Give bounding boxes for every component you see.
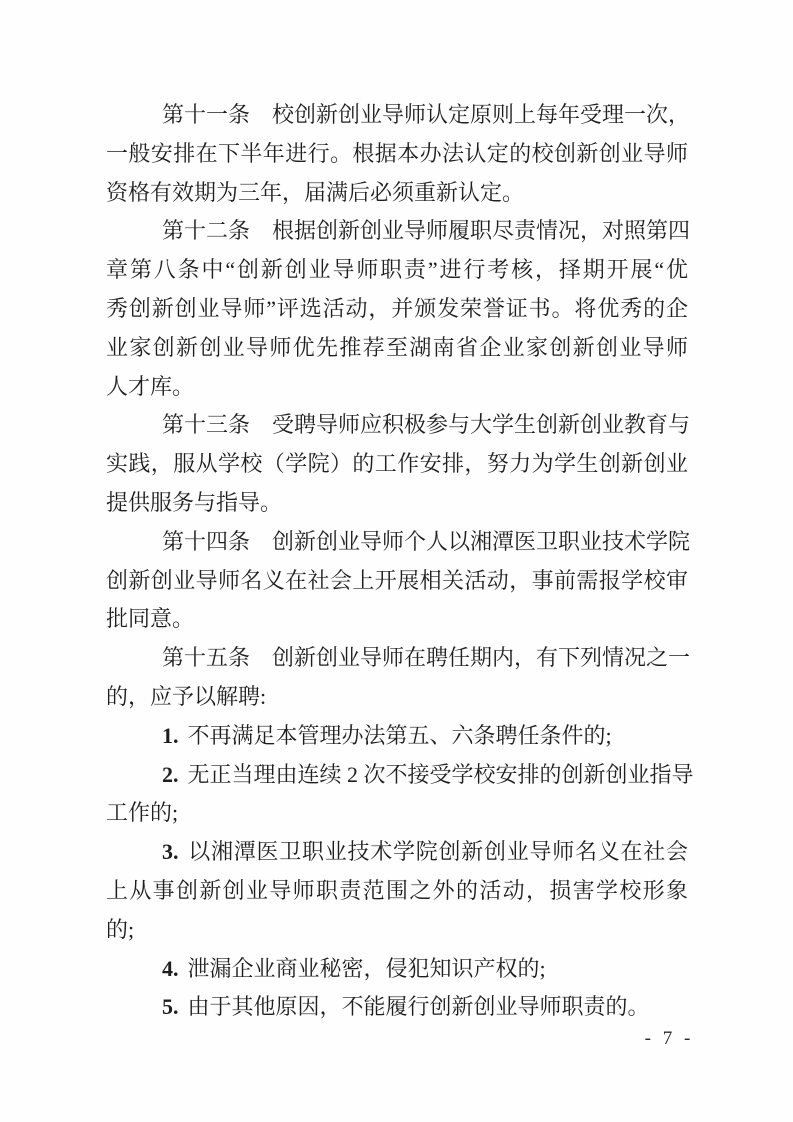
text-line: 创新创业导师名义在社会上开展相关活动，事前需报学校审 bbox=[106, 567, 688, 593]
text-line: 提供服务与指导。 bbox=[106, 489, 283, 515]
item-number: 3. bbox=[162, 839, 179, 865]
item-1 bbox=[106, 717, 688, 756]
text-line: 一般安排在下半年进行。根据本办法认定的校创新创业导师 bbox=[106, 140, 688, 166]
text-line: 秀创新创业导师”评选活动，并颁发荣誉证书。将优秀的企 bbox=[106, 295, 688, 321]
item-2 bbox=[106, 756, 694, 834]
text-line: 第十三条 受聘导师应积极参与大学生创新创业教育与 bbox=[162, 412, 691, 438]
text-line: 2. 无正当理由连续 2 次不接受学校安排的创新创业指导 bbox=[162, 761, 694, 787]
article-15 bbox=[106, 639, 691, 717]
text-line: 第十二条 根据创新创业导师履职尽责情况，对照第四 bbox=[162, 218, 691, 244]
page-number: - 7 - bbox=[644, 1028, 692, 1049]
text-line: 3. 以湘潭医卫职业技术学院创新创业导师名义在社会 bbox=[162, 839, 688, 865]
text-line: 人才库。 bbox=[106, 373, 195, 399]
article-13 bbox=[106, 406, 691, 522]
article-12 bbox=[106, 212, 691, 406]
text-line: 的，应予以解聘: bbox=[106, 683, 267, 709]
article-11 bbox=[106, 96, 691, 212]
item-number: 1. bbox=[162, 722, 179, 748]
text-line: 业家创新创业导师优先推荐至湖南省企业家创新创业导师 bbox=[106, 334, 688, 360]
item-4 bbox=[106, 950, 688, 989]
text-line: 第十一条 校创新创业导师认定原则上每年受理一次， bbox=[162, 102, 691, 127]
text-line: 章第八条中“创新创业导师职责”进行考核，择期开展“优 bbox=[106, 257, 688, 283]
text-line: 5. 由于其他原因，不能履行创新创业导师职责的。 bbox=[162, 994, 650, 1020]
item-number: 5. bbox=[162, 994, 179, 1020]
item-number: 4. bbox=[162, 955, 179, 981]
text-line: 第十四条 创新创业导师个人以湘潭医卫职业技术学院 bbox=[162, 528, 691, 554]
text-line: 工作的; bbox=[106, 800, 179, 826]
text-line: 实践，服从学校（学院）的工作安排，努力为学生创新创业 bbox=[106, 451, 688, 477]
item-3 bbox=[106, 833, 688, 949]
text-line: 批同意。 bbox=[106, 606, 195, 632]
text-line: 资格有效期为三年，届满后必须重新认定。 bbox=[106, 179, 525, 205]
article-14 bbox=[106, 523, 691, 639]
text-line: 上从事创新创业导师职责范围之外的活动，损害学校形象 bbox=[106, 877, 688, 903]
text-line: 1. 不再满足本管理办法第五、六条聘任条件的; bbox=[162, 722, 612, 748]
text-line: 第十五条 创新创业导师在聘任期内，有下列情况之一 bbox=[162, 645, 691, 671]
text-line: 的; bbox=[106, 916, 135, 942]
document-body bbox=[106, 96, 694, 1027]
item-5 bbox=[106, 988, 688, 1027]
item-number: 2. bbox=[162, 761, 179, 787]
text-line: 4. 泄漏企业商业秘密，侵犯知识产权的; bbox=[162, 955, 546, 981]
